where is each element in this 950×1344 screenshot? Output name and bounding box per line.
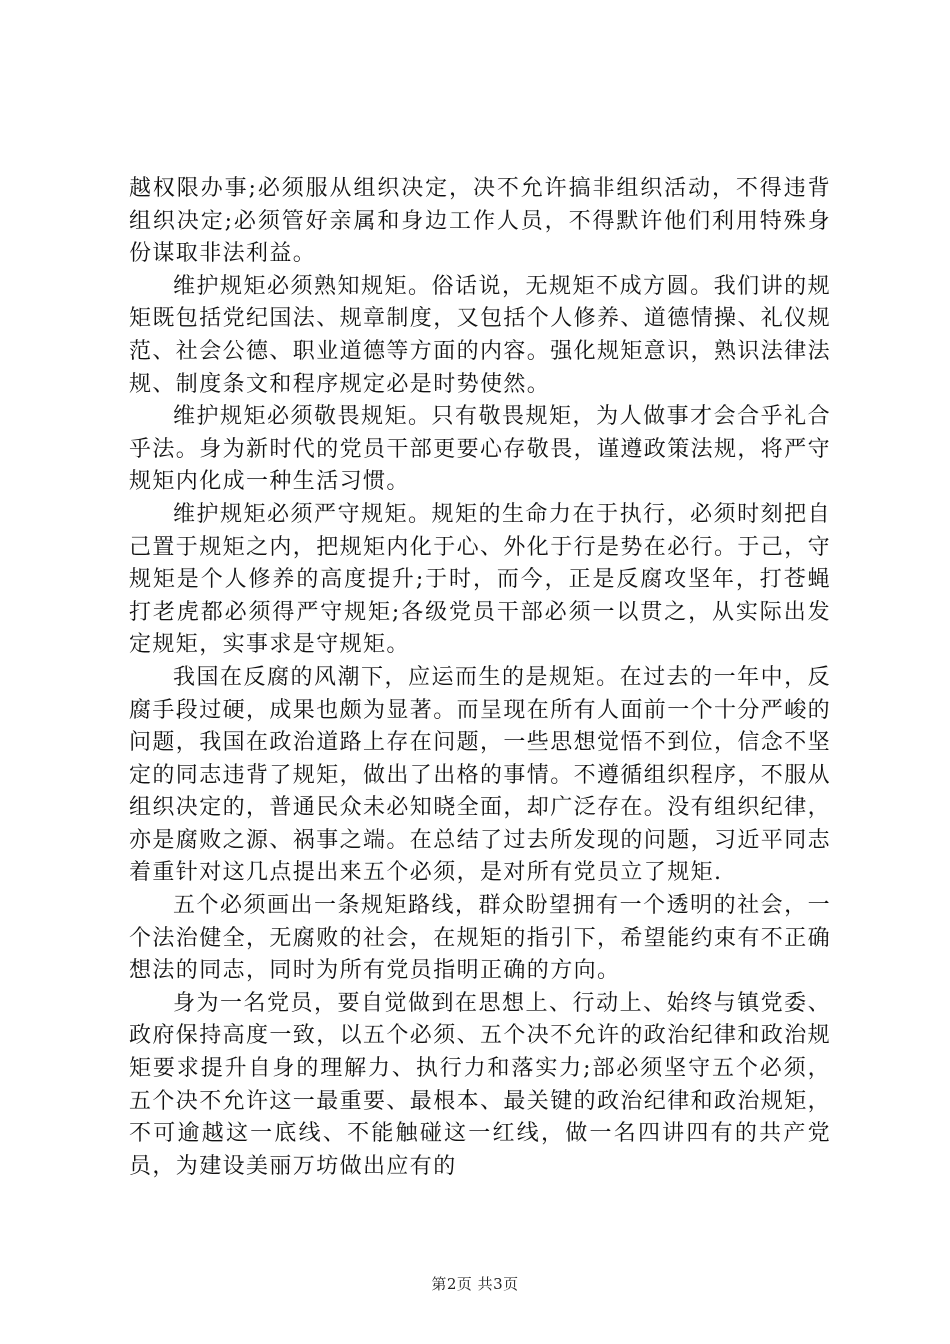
paragraph-anti-corruption: 我国在反腐的风潮下，应运而生的是规矩。在过去的一年中，反腐手段过硬，成果也颇为显著。而呈现在所有人面前一个十分严峻的问题，我国在政治道路上存在问题，一些思想觉悟不到位，信念不坚定的同志违背了规矩，做出了出格的事情。不遵循组织程序，不服从组织决定的，普通民众未必知晓全面，却广泛存在。没有组织纪律，亦是腐败之源、祸事之端。在总结了过去所发现的问题，习近平同志着重针对这几点提出来五个必须，是对所有党员立了规矩. bbox=[129, 664, 832, 886]
paragraph-respect-rules: 维护规矩必须敬畏规矩。只有敬畏规矩，为人做事才会合乎礼合乎法。身为新时代的党员干部更要心存敬畏，谨遵政策法规，将严守规矩内化成一种生活习惯。 bbox=[129, 404, 832, 495]
paragraph-five-musts: 五个必须画出一条规矩路线，群众盼望拥有一个透明的社会，一个法治健全，无腐败的社会，在规矩的指引下，希望能约束有不正确想法的同志，同时为所有党员指明正确的方向。 bbox=[129, 893, 832, 984]
paragraph-continuation: 越权限办事;必须服从组织决定，决不允许搞非组织活动，不得违背组织决定;必须管好亲属和身边工作人员，不得默许他们利用特殊身份谋取非法利益。 bbox=[129, 176, 831, 267]
page-number-footer: 第2页 共3页 bbox=[431, 1275, 519, 1293]
paragraph-know-rules: 维护规矩必须熟知规矩。俗话说，无规矩不成方圆。我们讲的规矩既包括党纪国法、规章制度，又包括个人修养、道德情操、礼仪规范、社会公德、职业道德等方面的内容。强化规矩意识，熟识法律法规、制度条文和程序规定必是时势使然。 bbox=[129, 273, 832, 397]
paragraph-keep-rules: 维护规矩必须严守规矩。规矩的生命力在于执行，必须时刻把自己置于规矩之内，把规矩内化于心、外化于行是势在必行。于己，守规矩是个人修养的高度提升;于时，而今，正是反腐攻坚年，打苍蝇打老虎都必须得严守规矩;各级党员干部必须一以贯之，从实际出发定规矩，实事求是守规矩。 bbox=[129, 501, 832, 658]
paragraph-party-member: 身为一名党员，要自觉做到在思想上、行动上、始终与镇党委、政府保持高度一致，以五个必须、五个决不允许的政治纪律和政治规矩要求提升自身的理解力、执行力和落实力;部必须坚守五个必须，五个决不允许这一最重要、最根本、最关键的政治纪律和政治规矩，不可逾越这一底线、不能触碰这一红线，做一名四讲四有的共产党员，为建设美丽万坊做出应有的 bbox=[129, 990, 832, 1179]
document-body bbox=[129, 173, 831, 1183]
